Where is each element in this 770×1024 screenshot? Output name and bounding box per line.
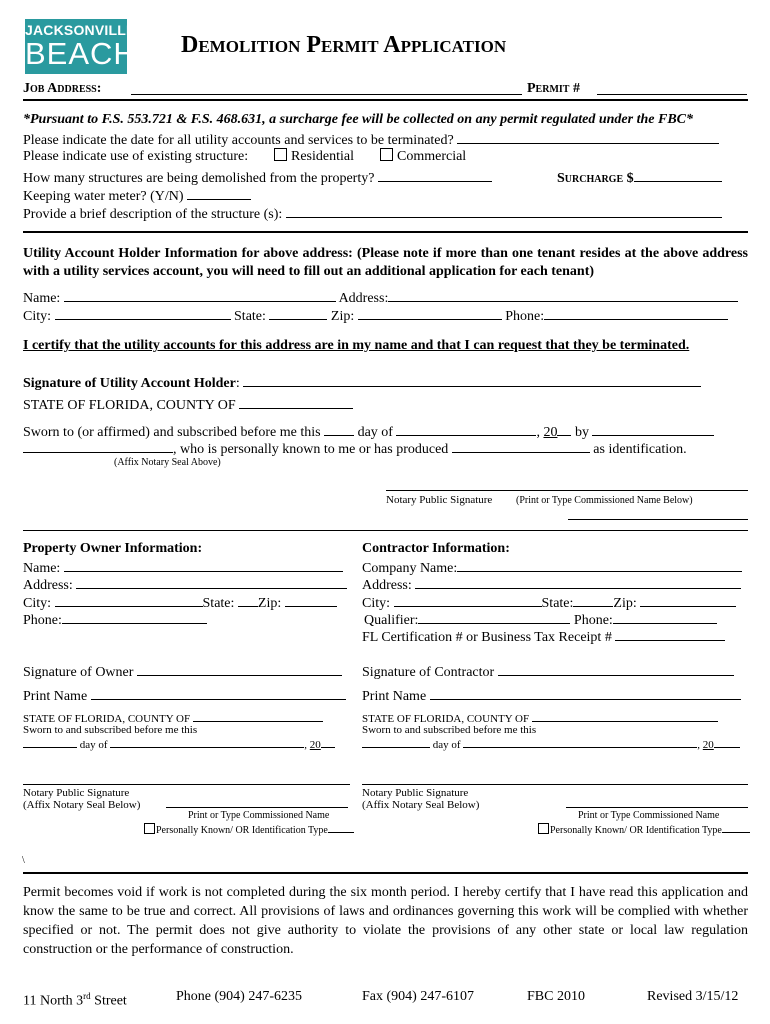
owner-year-prefix: 20 [309,739,321,751]
contractor-fl-cert-label: FL Certification # or Business Tax Receipt # [362,630,612,645]
contractor-sworn-day-field[interactable] [362,737,430,748]
utility-date-question: Please indicate the date for all utility accounts and services to be terminated? [23,133,454,148]
permit-number-label: Permit # [527,81,580,96]
contractor-county-field[interactable] [532,711,718,722]
structures-count-question: How many structures are being demolished from the property? [23,171,375,186]
contractor-print-type-label: Print or Type Commissioned Name [578,810,720,821]
owner-county-field[interactable] [193,711,323,722]
surcharge-amount-field[interactable] [634,167,722,182]
utility-signature-label: Signature of Utility Account Holder [23,376,236,391]
owner-address-label: Address: [23,578,73,593]
owner-commissioned-name-line[interactable] [166,807,348,808]
owner-print-name-field[interactable] [91,685,346,700]
contractor-zip-label: Zip: [613,596,637,611]
utility-city-label: City: [23,309,52,324]
contractor-commissioned-name-line[interactable] [566,807,748,808]
utility-known-label: , who is personally known to me or has produced [173,442,449,457]
logo-line2: BEACH [25,36,137,71]
utility-sworn-day-field[interactable] [324,421,354,436]
owner-state-label: State: [202,596,235,611]
owner-sworn-year-field[interactable] [321,737,335,748]
page-title: Demolition Permit Application [181,32,507,58]
contractor-sworn-label: Sworn to and subscribed before me this [362,724,537,736]
section-divider-1 [23,231,748,233]
permit-number-field[interactable] [597,80,747,95]
utility-by-label: by [574,425,589,440]
owner-city-field[interactable] [55,592,203,607]
contractor-affix-seal-below: (Affix Notary Seal Below) [362,799,480,811]
owner-phone-label: Phone: [23,613,62,628]
owner-zip-field[interactable] [285,592,337,607]
owner-id-type-field[interactable] [328,823,354,833]
contractor-city-field[interactable] [394,592,542,607]
owner-affix-seal-below: (Affix Notary Seal Below) [23,799,141,811]
contractor-state-county-label: STATE OF FLORIDA, COUNTY OF [362,713,530,725]
contractor-city-label: City: [362,596,391,611]
contractor-notary-signature-line[interactable] [362,784,748,785]
contractor-print-name-label: Print Name [362,689,427,704]
contractor-company-field[interactable] [457,557,742,572]
contractor-heading: Contractor Information: [362,541,510,556]
owner-state-county-label: STATE OF FLORIDA, COUNTY OF [23,713,191,725]
owner-signature-field[interactable] [137,661,342,676]
commissioned-name-line[interactable] [568,519,748,520]
owner-name-label: Name: [23,561,61,576]
footer-address [23,988,127,1010]
utility-sworn-label: Sworn to (or affirmed) and subscribed before me this [23,425,321,440]
utility-heading: Utility Account Holder Information for above address: (Please note if more than one tenant resides at the above address with a utility services account, you will need to fill out an additional application for each tenant) [23,246,748,279]
contractor-address-label: Address: [362,578,412,593]
utility-sworn-month-field[interactable] [396,421,536,436]
owner-print-name-label: Print Name [23,689,88,704]
commercial-label: Commercial [397,149,467,164]
utility-name-label: Name: [23,291,61,306]
utility-sworn-by-field[interactable] [592,421,714,436]
owner-notary-signature-label: Notary Public Signature [23,787,130,799]
contractor-phone-field[interactable] [613,609,717,624]
utility-sworn-year-field[interactable] [557,421,571,436]
owner-print-type-label: Print or Type Commissioned Name [188,810,330,821]
structure-use-question: Please indicate use of existing structure: [23,149,249,164]
utility-as-id-label: as identification. [593,442,687,457]
contractor-year-prefix: 20 [702,739,714,751]
contractor-personally-known-checkbox[interactable] [538,823,549,834]
utility-name-field[interactable] [64,287,336,302]
owner-state-field[interactable] [238,592,258,607]
affix-seal-above: (Affix Notary Seal Above) [114,457,221,468]
footer-street-sup: rd [83,991,91,1001]
job-address-label: Job Address: [23,81,102,96]
closing-statement: Permit becomes void if work is not completed during the six month period. I hereby certify that I have read this application and know the same to be true and correct. All provisions of laws and ordinances governing this work will be complied with whether specified or not. The permit does not give authority to violate the provisions of any other state or local law regulation construction or the performance of construction. [23,885,748,957]
utility-phone-label: Phone: [505,309,545,324]
footer-fax: Fax (904) 247-6107 [362,989,474,1004]
structure-description-field[interactable] [286,203,722,218]
contractor-state-label: State: [541,596,574,611]
utility-id-produced-field[interactable] [452,438,590,453]
owner-personally-known-checkbox[interactable] [144,823,155,834]
utility-county-field[interactable] [239,394,353,409]
utility-state-field[interactable] [269,305,327,320]
contractor-signature-field[interactable] [498,661,734,676]
owner-day-of-label: day of [79,739,108,751]
owner-sworn-month-field[interactable] [110,737,304,748]
water-meter-question: Keeping water meter? (Y/N) [23,189,184,204]
stray-mark: \ [22,855,25,866]
contractor-personally-known-label: Personally Known/ OR Identification Type [550,825,722,836]
contractor-qualifier-label: Qualifier: [364,613,419,628]
residential-label: Residential [291,149,354,164]
notary-signature-line[interactable] [386,490,748,491]
owner-city-label: City: [23,596,52,611]
utility-state-label: State: [234,309,266,324]
owner-phone-field[interactable] [62,609,207,624]
footer-street-a: 11 North 3 [23,993,84,1009]
surcharge-note: *Pursuant to F.S. 553.721 & F.S. 468.631, a surcharge fee will be collected on any permit regulated under the FBC* [23,112,693,127]
utility-known-name-field[interactable] [23,438,173,453]
owner-address-field[interactable] [76,574,347,589]
contractor-day-of-label: day of [432,739,461,751]
contractor-print-name-field[interactable] [430,685,741,700]
water-meter-field[interactable] [187,185,251,200]
contractor-id-type-field[interactable] [722,823,750,833]
header-divider [23,99,748,101]
utility-zip-field[interactable] [358,305,502,320]
residential-checkbox[interactable] [274,148,287,161]
print-type-name-label: (Print or Type Commissioned Name Below) [516,495,693,506]
utility-year-prefix: 20 [543,425,558,440]
owner-sworn-label: Sworn to and subscribed before me this [23,724,198,736]
footer-street-b: Street [90,993,127,1009]
structures-count-field[interactable] [378,167,492,182]
owner-personally-known-label: Personally Known/ OR Identification Type [156,825,328,836]
utility-city-field[interactable] [55,305,231,320]
contractor-address-field[interactable] [415,574,741,589]
footer-revised: Revised 3/15/12 [647,989,739,1004]
contractor-phone-label: Phone: [573,613,613,628]
owner-notary-signature-line[interactable] [23,784,350,785]
owner-signature-label: Signature of Owner [23,665,134,680]
section-divider-3 [23,872,748,874]
owner-heading: Property Owner Information: [23,541,203,556]
contractor-sworn-month-field[interactable] [463,737,697,748]
contractor-company-label: Company Name: [362,561,458,576]
contractor-notary-signature-label: Notary Public Signature [362,787,469,799]
utility-signature-field[interactable] [243,372,701,387]
notary-signature-label: Notary Public Signature [386,494,493,506]
contractor-fl-cert-field[interactable] [615,626,725,641]
owner-name-field[interactable] [64,557,343,572]
contractor-sworn-year-field[interactable] [714,737,740,748]
jacksonville-beach-logo [25,19,137,74]
contractor-zip-field[interactable] [640,592,736,607]
section-divider-2 [23,530,748,531]
surcharge-label: Surcharge $ [557,171,634,186]
utility-zip-label: Zip: [330,309,355,324]
job-address-field[interactable] [131,80,522,95]
contractor-state-field[interactable] [573,592,613,607]
structure-description-label: Provide a brief description of the structure (s): [23,207,283,222]
owner-zip-label: Zip: [257,596,282,611]
owner-sworn-day-field[interactable] [23,737,77,748]
utility-address-field[interactable] [388,287,738,302]
footer-code: FBC 2010 [527,989,585,1004]
utility-certify-statement: I certify that the utility accounts for this address are in my name and that I can request that they be terminated. [23,338,690,353]
logo-line1: JACKSONVILLE [25,22,136,38]
contractor-qualifier-field[interactable] [418,609,570,624]
contractor-signature-label: Signature of Contractor [362,665,495,680]
utility-phone-field[interactable] [544,305,728,320]
utility-address-label: Address: [338,291,389,306]
utility-day-of-label: day of [357,425,393,440]
utility-state-county-label: STATE OF FLORIDA, COUNTY OF [23,398,236,413]
footer-phone: Phone (904) 247-6235 [176,989,302,1004]
commercial-checkbox[interactable] [380,148,393,161]
utility-date-field[interactable] [457,129,719,144]
